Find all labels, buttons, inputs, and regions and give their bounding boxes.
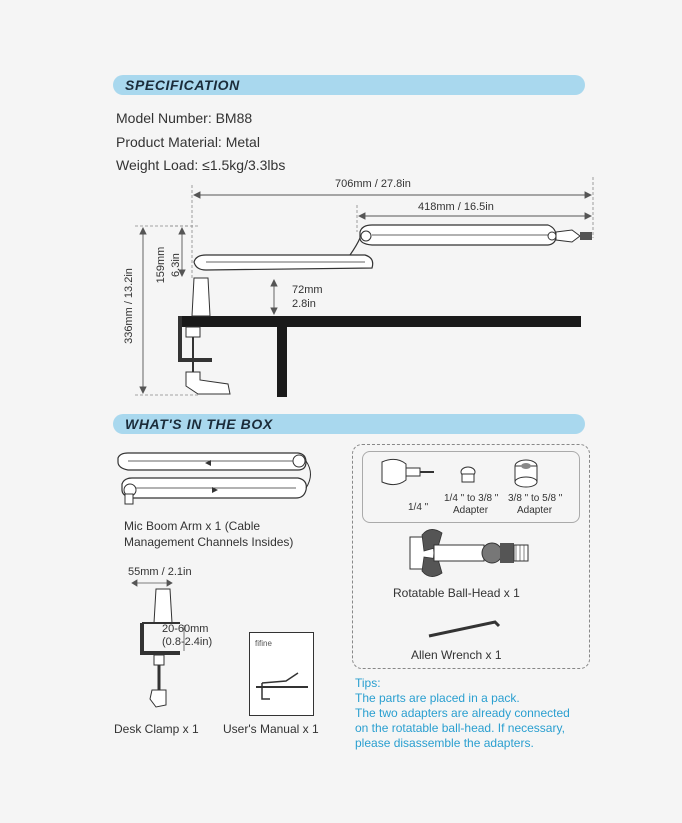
allen-wrench-illustration xyxy=(425,612,515,642)
height-label: 336mm / 13.2in xyxy=(123,268,135,344)
allen-wrench-caption: Allen Wrench x 1 xyxy=(411,648,502,662)
tips-line3: on the rotatable ball-head. If necessary, xyxy=(355,721,565,735)
ball-head-illustration xyxy=(400,525,545,583)
adapter-b-label-line2: Adapter xyxy=(517,505,553,516)
tips-line2: The two adapters are already connected xyxy=(355,706,570,720)
desk-clamp-caption: Desk Clamp x 1 xyxy=(114,722,199,736)
boom-arm-caption-line2: Management Channels Insides) xyxy=(124,535,294,549)
clamp-width-label: 55mm / 2.1in xyxy=(128,566,192,578)
quarter-inch-label: 1/4 " xyxy=(408,502,429,513)
tips-line1: The parts are placed in a pack. xyxy=(355,691,520,705)
clamp-open-in-label: (0.8-2.4in) xyxy=(162,636,213,648)
whats-in-the-box-banner xyxy=(113,414,585,434)
adapter-a-label-line2: Adapter xyxy=(453,505,489,516)
desk-clamp-illustration xyxy=(120,575,220,715)
tips-section xyxy=(355,676,615,751)
model-number: Model Number: BM88 xyxy=(116,110,253,126)
total-reach-label: 706mm / 27.8in xyxy=(335,178,411,190)
adapter-a-label-line1: 1/4 " to 3/8 " xyxy=(444,493,499,504)
user-manual-caption: User's Manual x 1 xyxy=(223,722,319,736)
gap-in-label: 2.8in xyxy=(292,298,316,310)
boom-arm-dimension-drawing xyxy=(0,170,682,405)
weight-load: Weight Load: ≤1.5kg/3.3lbs xyxy=(116,157,286,173)
tips-heading: Tips: xyxy=(355,676,381,690)
ball-head-caption: Rotatable Ball-Head x 1 xyxy=(393,586,520,600)
adapter-b-label-line1: 3/8 " to 5/8 " xyxy=(508,493,563,504)
product-material: Product Material: Metal xyxy=(116,134,260,150)
specification-title: SPECIFICATION xyxy=(125,77,240,93)
boom-arm-caption-line1: Mic Boom Arm x 1 (Cable xyxy=(124,519,261,533)
tips-line4: please disassemble the adapters. xyxy=(355,736,534,750)
gap-mm-label: 72mm xyxy=(292,284,323,296)
user-manual-illustration xyxy=(249,632,314,716)
upper-arm-label: 418mm / 16.5in xyxy=(418,201,494,213)
riser-mm-label: 159mm xyxy=(155,246,167,284)
manual-cover-art xyxy=(256,663,308,707)
boom-arm-illustration xyxy=(110,448,320,510)
manual-brand: fifine xyxy=(255,639,272,648)
specification-banner xyxy=(113,75,585,95)
clamp-open-mm-label: 20-60mm xyxy=(162,623,209,635)
riser-in-label: 6.3in xyxy=(170,253,182,277)
whats-in-the-box-title: WHAT'S IN THE BOX xyxy=(125,416,273,432)
